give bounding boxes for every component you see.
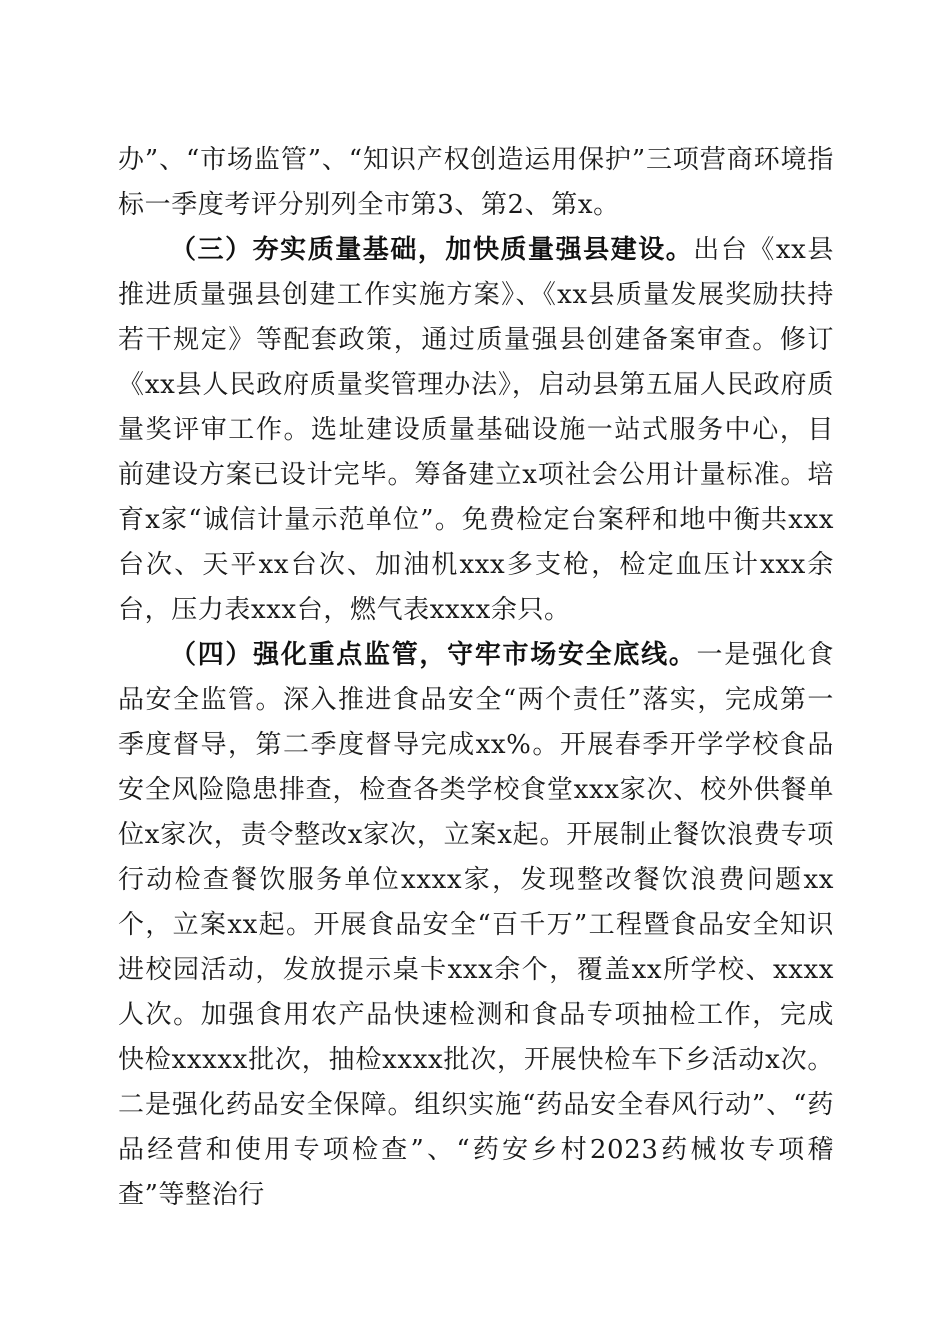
paragraph-text: 办”、“市场监管”、“知识产权创造运用保护”三项营商环境指标一季度考评分别列全市第3、第2、第x。	[118, 145, 834, 220]
paragraph-section-4	[118, 633, 834, 1218]
paragraph-continuation	[118, 138, 834, 228]
paragraph-text: 出台《xx县推进质量强县创建工作实施方案》、《xx县质量发展奖励扶持若干规定》等配套政策，通过质量强县创建备案审查。修订《xx县人民政府质量奖管理办法》，启动县第五届人民政府质量奖评审工作。选址建设质量基础设施一站式服务中心，目前建设方案已设计完毕。筹备建立x项社会公用计量标准。培育x家“诚信计量示范单位”。免费检定台案秤和地中衡共xxx台次、天平xx台次、加油机xxx多支枪，检定血压计xxx余台，压力表xxx台，燃气表xxxx余只。	[118, 235, 834, 625]
section-heading: （四）强化重点监管，守牢市场安全底线。	[170, 640, 697, 670]
document-body	[118, 138, 834, 1218]
paragraph-text: 一是强化食品安全监管。深入推进食品安全“两个责任”落实，完成第一季度督导，第二季度督导完成xx%。开展春季开学学校食品安全风险隐患排查，检查各类学校食堂xxx家次、校外供餐单位x家次，责令整改x家次，立案x起。开展制止餐饮浪费专项行动检查餐饮服务单位xxxx家，发现整改餐饮浪费问题xx个，立案xx起。开展食品安全“百千万”工程暨食品安全知识进校园活动，发放提示桌卡xxx余个，覆盖xx所学校、xxxx人次。加强食用农产品快速检测和食品专项抽检工作，完成快检xxxxx批次，抽检xxxx批次，开展快检车下乡活动x次。二是强化药品安全保障。组织实施“药品安全春风行动”、“药品经营和使用专项检查”、“药安乡村2023药械妆专项稽查”等整治行	[118, 640, 834, 1210]
paragraph-section-3	[118, 228, 834, 633]
section-heading: （三）夯实质量基础，加快质量强县建设。	[170, 235, 694, 265]
